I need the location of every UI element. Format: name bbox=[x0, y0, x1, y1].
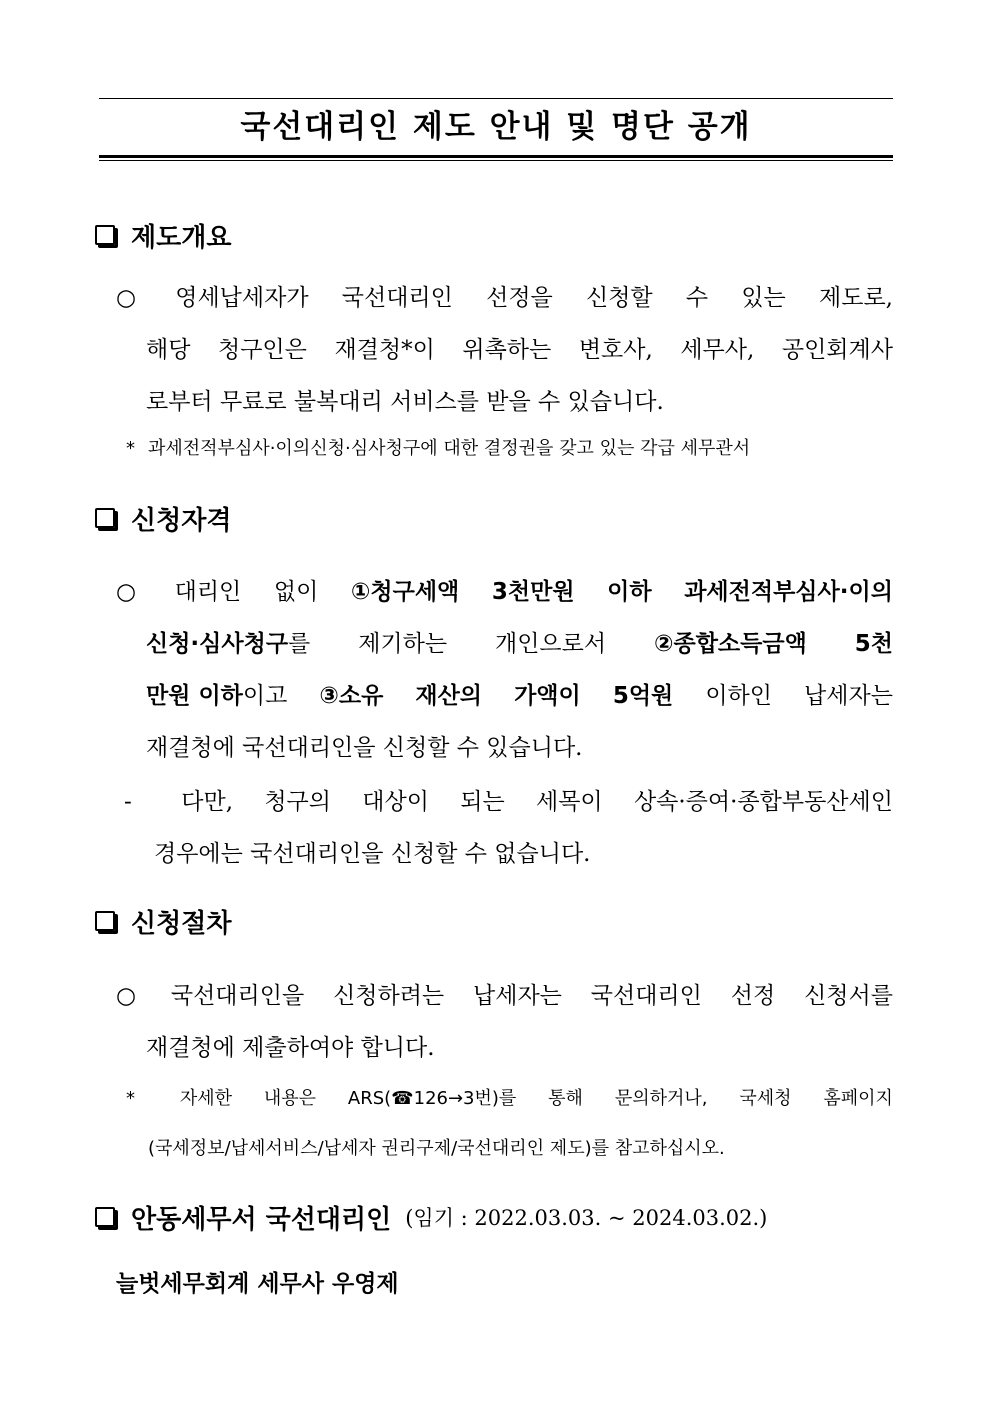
word: 되는 bbox=[460, 789, 505, 815]
word: 문의하거나, bbox=[614, 1088, 708, 1109]
word-bold: 만원 이하 bbox=[146, 683, 243, 709]
word: 변호사, bbox=[578, 337, 653, 363]
word: 영세납세자가 bbox=[175, 285, 309, 311]
word: 신청할 bbox=[586, 285, 653, 311]
asterisk-mark: * bbox=[126, 1088, 135, 1109]
procedure-footnote bbox=[126, 1074, 893, 1174]
word: 대상이 bbox=[362, 789, 429, 815]
dash-mark: - bbox=[124, 789, 132, 815]
word: 재결청*이 bbox=[334, 337, 435, 363]
section-title: 신청자격 bbox=[131, 505, 232, 536]
word: 없이 bbox=[273, 579, 319, 605]
word: 선정 bbox=[730, 983, 776, 1009]
word: 납세자는 bbox=[473, 983, 562, 1009]
overview-paragraph bbox=[116, 272, 893, 428]
paragraph-line bbox=[116, 1022, 893, 1074]
word: 청구인은 bbox=[218, 337, 307, 363]
word: 수 bbox=[685, 285, 709, 311]
word: 있는 bbox=[741, 285, 786, 311]
word: 제도로, bbox=[819, 285, 893, 311]
section-title: 안동세무서 국선대리인 bbox=[131, 1204, 392, 1235]
section-heading-eligibility bbox=[95, 498, 231, 538]
paragraph-line bbox=[124, 776, 893, 828]
page-title: 국선대리인 제도 안내 및 명단 공개 bbox=[240, 109, 752, 145]
footnote-text: (국세정보/납세서비스/납세자 권리구제/국선대리인 제도)를 참고하십시오. bbox=[148, 1138, 725, 1159]
word: 국세청 bbox=[739, 1088, 792, 1109]
paragraph-line bbox=[124, 828, 893, 880]
procedure-paragraph bbox=[116, 970, 893, 1074]
word: 상속·증여·종합부동산세인 bbox=[633, 789, 893, 815]
circle-bullet-icon: ○ bbox=[116, 285, 137, 311]
footnote-line bbox=[126, 1074, 893, 1124]
line-text: 재결청에 제출하여야 합니다. bbox=[146, 1035, 435, 1061]
section-heading-office bbox=[95, 1197, 767, 1237]
word-bold: 신청·심사청구 bbox=[146, 631, 289, 657]
word: 홈페이지 bbox=[823, 1088, 893, 1109]
title-bottom-thin-rule bbox=[99, 160, 893, 161]
word: 선정을 bbox=[486, 285, 553, 311]
line-text: 로부터 무료로 불복대리 서비스를 받을 수 있습니다. bbox=[146, 389, 664, 415]
checkbox-square-icon bbox=[95, 225, 115, 245]
paragraph-line bbox=[116, 618, 893, 670]
word: 납세자는 bbox=[804, 683, 893, 709]
word: 공인회계사 bbox=[781, 337, 893, 363]
circle-bullet-icon: ○ bbox=[116, 579, 137, 605]
asterisk-mark: * bbox=[126, 438, 135, 459]
word: 다만, bbox=[181, 789, 234, 815]
word-bold: 가액이 bbox=[514, 683, 581, 709]
word: 내용은 bbox=[263, 1088, 317, 1109]
word: 청구의 bbox=[264, 789, 331, 815]
word: 이고 bbox=[242, 683, 288, 709]
word-bold: ③소유 bbox=[319, 683, 384, 709]
footnote-line bbox=[126, 424, 893, 474]
section-title: 신청절차 bbox=[131, 908, 232, 939]
overview-footnote bbox=[126, 424, 893, 474]
word: 세무사, bbox=[680, 337, 755, 363]
paragraph-line bbox=[116, 722, 893, 774]
word: 세목이 bbox=[535, 789, 603, 815]
title-block bbox=[99, 98, 893, 161]
title-bottom-rule bbox=[99, 155, 893, 158]
word-bold: 5천 bbox=[854, 631, 893, 657]
paragraph-line bbox=[116, 970, 893, 1022]
word: 국선대리인을 bbox=[170, 983, 305, 1009]
word: 개인으로서 bbox=[494, 631, 607, 657]
word-bold: ①청구세액 bbox=[350, 579, 460, 605]
paragraph-line bbox=[116, 670, 893, 722]
word-bold: 5억원 bbox=[612, 683, 674, 709]
word: 신청하려는 bbox=[333, 983, 445, 1009]
word: 제기하는 bbox=[358, 631, 448, 657]
section-heading-procedure bbox=[95, 901, 231, 941]
footnote-text: 과세전적부심사·이의신청·심사청구에 대한 결정권을 갖고 있는 각급 세무관서 bbox=[148, 438, 751, 459]
checkbox-square-icon bbox=[95, 911, 115, 931]
word: 위촉하는 bbox=[462, 337, 552, 363]
section-heading-overview bbox=[95, 215, 231, 255]
word-bold: 과세전적부심사·이의 bbox=[684, 579, 893, 605]
paragraph-line bbox=[116, 376, 893, 428]
word: 국선대리인 bbox=[590, 983, 702, 1009]
line-text: 경우에는 국선대리인을 신청할 수 없습니다. bbox=[154, 841, 591, 867]
section-title: 제도개요 bbox=[131, 222, 232, 253]
eligibility-paragraph bbox=[116, 566, 893, 774]
word-bold: 3천만원 bbox=[491, 579, 575, 605]
word: ARS(☎126→3번)를 bbox=[347, 1088, 517, 1109]
representative-name: 늘벗세무회계 세무사 우영제 bbox=[116, 1270, 399, 1297]
word: 이하인 bbox=[705, 683, 772, 709]
word: 신청서를 bbox=[804, 983, 893, 1009]
word-bold: ②종합소득금액 bbox=[654, 631, 807, 657]
paragraph-line bbox=[116, 272, 893, 324]
word: 국선대리인 bbox=[341, 285, 453, 311]
word: 자세한 bbox=[179, 1088, 233, 1109]
word: 를 bbox=[288, 631, 311, 657]
word-bold: 재산의 bbox=[415, 683, 483, 709]
word: 통해 bbox=[548, 1088, 583, 1109]
word: 해당 bbox=[146, 337, 191, 363]
footnote-line bbox=[126, 1124, 893, 1174]
paragraph-line bbox=[116, 566, 893, 618]
line-text: 재결청에 국선대리인을 신청할 수 있습니다. bbox=[146, 735, 583, 761]
word: 대리인 bbox=[174, 579, 242, 605]
paragraph-line bbox=[116, 324, 893, 376]
checkbox-square-icon bbox=[95, 1207, 115, 1227]
term-period: (임기 : 2022.03.03. ~ 2024.03.02.) bbox=[405, 1206, 768, 1230]
eligibility-exception bbox=[124, 776, 893, 880]
checkbox-square-icon bbox=[95, 508, 115, 528]
circle-bullet-icon: ○ bbox=[116, 983, 137, 1009]
word-bold: 이하 bbox=[607, 579, 652, 605]
